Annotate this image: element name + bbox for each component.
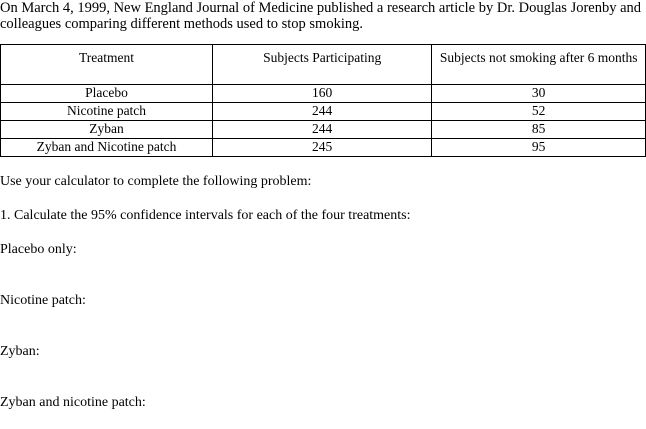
treatment-cell: Zyban and Nicotine patch bbox=[1, 139, 213, 157]
participants-cell: 160 bbox=[213, 85, 432, 103]
not-smoking-cell: 85 bbox=[432, 121, 646, 139]
table-row bbox=[1, 103, 646, 121]
question-text: 1. Calculate the 95% confidence intervals for each of the four treatments: bbox=[0, 208, 411, 223]
header-treatment: Treatment bbox=[1, 45, 213, 85]
table-row bbox=[1, 121, 646, 139]
participants-cell: 244 bbox=[213, 121, 432, 139]
not-smoking-cell: 95 bbox=[432, 139, 646, 157]
answer-label-placebo: Placebo only: bbox=[0, 242, 77, 257]
intro-line-2: colleagues comparing different methods used to stop smoking. bbox=[0, 16, 363, 32]
header-subjects-not-smoking: Subjects not smoking after 6 months bbox=[432, 45, 646, 85]
table-row bbox=[1, 85, 646, 103]
answer-label-zyban: Zyban: bbox=[0, 344, 40, 359]
participants-cell: 244 bbox=[213, 103, 432, 121]
treatment-cell: Zyban bbox=[1, 121, 213, 139]
treatment-table bbox=[0, 44, 646, 157]
header-subjects-participating: Subjects Participating bbox=[213, 45, 432, 85]
answer-label-nicotine-patch: Nicotine patch: bbox=[0, 293, 86, 308]
intro-paragraph bbox=[0, 0, 646, 32]
table-row bbox=[1, 139, 646, 157]
treatment-cell: Nicotine patch bbox=[1, 103, 213, 121]
instruction-text: Use your calculator to complete the following problem: bbox=[0, 174, 312, 189]
answer-label-zyban-nicotine: Zyban and nicotine patch: bbox=[0, 395, 146, 410]
table-header-row bbox=[1, 45, 646, 85]
not-smoking-cell: 52 bbox=[432, 103, 646, 121]
participants-cell: 245 bbox=[213, 139, 432, 157]
not-smoking-cell: 30 bbox=[432, 85, 646, 103]
intro-line-1: On March 4, 1999, New England Journal of Medicine published a research article by Dr. Douglas Jorenby and bbox=[0, 0, 642, 16]
treatment-cell: Placebo bbox=[1, 85, 213, 103]
